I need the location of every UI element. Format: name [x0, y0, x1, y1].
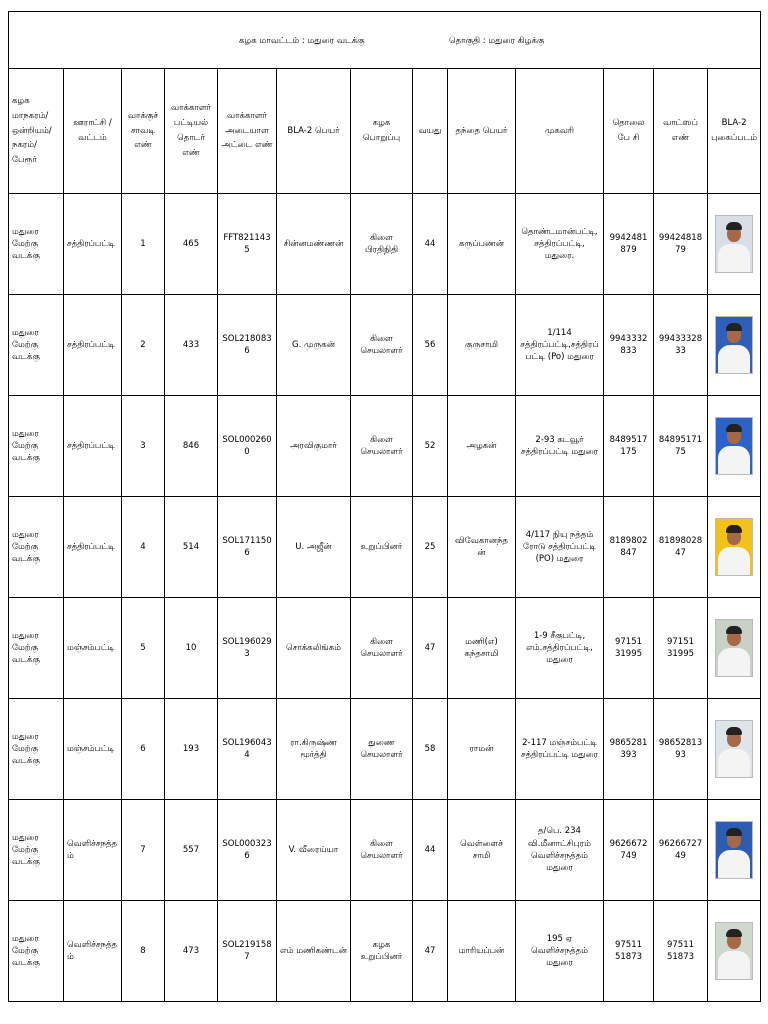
header-post: கழக பொறுப்பு: [351, 69, 413, 194]
member-photo: [715, 417, 753, 475]
cell-serial: 193: [165, 699, 218, 800]
header-epic: வாக்காளர் அடையாள அட்டை எண்: [218, 69, 277, 194]
cell-post: உறுப்பினர்: [351, 497, 413, 598]
constituency-title: தொகுதி : மதுரை கிழக்கு: [449, 36, 545, 46]
cell-phone: 9865281393: [604, 699, 654, 800]
cell-name: G. முருகன்: [277, 295, 351, 396]
title-row: [9, 12, 761, 69]
bla2-sheet: [8, 11, 760, 1002]
member-photo: [715, 922, 753, 980]
cell-name: சொக்கலிங்கம்: [277, 598, 351, 699]
cell-panchayat: சத்திரப்பட்டி: [64, 295, 122, 396]
table-row: [9, 497, 761, 598]
cell-serial: 846: [165, 396, 218, 497]
header-panchayat: ஊராட்சி / வட்டம்: [64, 69, 122, 194]
cell-booth: 3: [122, 396, 165, 497]
cell-post: கிளை பிரதிநிதி: [351, 194, 413, 295]
cell-age: 56: [413, 295, 448, 396]
cell-address: தொண்டமான்பட்டி, சத்திரப்பட்டி, மதுரை.: [516, 194, 604, 295]
cell-address: 4/117 நியு நத்தம் ரோடு சத்திரப்பட்டி (PO) மதுரை: [516, 497, 604, 598]
cell-post: கிளை செயலாளர்: [351, 396, 413, 497]
cell-address: 1/114 சத்திரப்பட்டி,சத்திரப்பட்டி (Po) மதுரை: [516, 295, 604, 396]
table-row: [9, 598, 761, 699]
cell-booth: 6: [122, 699, 165, 800]
header-whatsapp: வாட்ஸப் எண்: [654, 69, 708, 194]
cell-whatsapp: 97151 31995: [654, 598, 708, 699]
cell-epic: SOL0003236: [218, 800, 277, 901]
cell-father: மணி(எ) கந்தசாமி: [448, 598, 516, 699]
member-photo: [715, 821, 753, 879]
header-age: வயது: [413, 69, 448, 194]
cell-name: எம் மணிகண்டன்: [277, 901, 351, 1002]
cell-address: த/பெ. 234 வி.மீனாட்சிபுரம் வெளிச்சநத்தம் மதுரை: [516, 800, 604, 901]
cell-photo: [708, 497, 761, 598]
header-address: முகவரி: [516, 69, 604, 194]
cell-whatsapp: 97511 51873: [654, 901, 708, 1002]
cell-union: மதுரை மேற்கு வடக்கு: [9, 800, 64, 901]
header-phone: தொலைபே சி: [604, 69, 654, 194]
cell-photo: [708, 699, 761, 800]
cell-father: குருசாமி: [448, 295, 516, 396]
cell-father: விவேகானந்தன்: [448, 497, 516, 598]
cell-name: அரவிகுமார்: [277, 396, 351, 497]
cell-post: துணை செயலாளர்: [351, 699, 413, 800]
cell-age: 44: [413, 800, 448, 901]
cell-post: கிளை செயலாளர்: [351, 295, 413, 396]
bla2-table: [8, 11, 761, 1002]
cell-epic: SOL1711506: [218, 497, 277, 598]
header-booth: வாக்குச் சாவடி எண்: [122, 69, 165, 194]
cell-age: 58: [413, 699, 448, 800]
cell-photo: [708, 901, 761, 1002]
cell-age: 52: [413, 396, 448, 497]
cell-address: 2-117 மஞ்சம்பட்டி சத்திரப்பட்டி மதுரை: [516, 699, 604, 800]
member-photo: [715, 518, 753, 576]
table-row: [9, 901, 761, 1002]
header-father: தந்தை பெயர்: [448, 69, 516, 194]
cell-whatsapp: 9865281393: [654, 699, 708, 800]
member-photo: [715, 316, 753, 374]
header-row: [9, 69, 761, 194]
cell-post: கழக உறுப்பினர்: [351, 901, 413, 1002]
cell-address: 195 ஏ வெளிச்சநத்தம் மதுரை: [516, 901, 604, 1002]
cell-panchayat: சத்திரப்பட்டி: [64, 396, 122, 497]
table-row: [9, 800, 761, 901]
cell-age: 25: [413, 497, 448, 598]
cell-whatsapp: 8489517175: [654, 396, 708, 497]
cell-union: மதுரை மேற்கு வடக்கு: [9, 901, 64, 1002]
cell-photo: [708, 800, 761, 901]
cell-epic: SOL1960434: [218, 699, 277, 800]
cell-father: ராமன்: [448, 699, 516, 800]
cell-photo: [708, 396, 761, 497]
header-name: BLA-2 பெயர்: [277, 69, 351, 194]
cell-serial: 10: [165, 598, 218, 699]
cell-union: மதுரை மேற்கு வடக்கு: [9, 699, 64, 800]
cell-photo: [708, 194, 761, 295]
cell-epic: SOL0002600: [218, 396, 277, 497]
cell-whatsapp: 9942481879: [654, 194, 708, 295]
district-title: கழக மாவட்டம் : மதுரை வடக்கு: [239, 36, 365, 46]
cell-phone: 9942481879: [604, 194, 654, 295]
cell-name: V. வீரைய்யா: [277, 800, 351, 901]
cell-name: ரா.கிருஷ்ண மூர்த்தி: [277, 699, 351, 800]
cell-epic: SOL2180836: [218, 295, 277, 396]
cell-epic: SOL2191587: [218, 901, 277, 1002]
cell-photo: [708, 598, 761, 699]
table-row: [9, 396, 761, 497]
member-photo: [715, 215, 753, 273]
cell-name: சின்னமண்ணன்: [277, 194, 351, 295]
cell-father: மாரியப்பன்: [448, 901, 516, 1002]
cell-booth: 7: [122, 800, 165, 901]
cell-panchayat: வெளிச்சநத்தம்: [64, 800, 122, 901]
cell-post: கிளை செயலாளர்: [351, 598, 413, 699]
header-photo: BLA-2 புகைப்படம்: [708, 69, 761, 194]
cell-serial: 557: [165, 800, 218, 901]
cell-union: மதுரை மேற்கு வடக்கு: [9, 194, 64, 295]
cell-age: 44: [413, 194, 448, 295]
cell-serial: 465: [165, 194, 218, 295]
table-row: [9, 194, 761, 295]
cell-phone: 97151 31995: [604, 598, 654, 699]
cell-phone: 8189802847: [604, 497, 654, 598]
cell-booth: 4: [122, 497, 165, 598]
member-photo: [715, 619, 753, 677]
cell-post: கிளை செயலாளர்: [351, 800, 413, 901]
cell-serial: 433: [165, 295, 218, 396]
cell-father: வெள்ளைச் சாமி: [448, 800, 516, 901]
cell-booth: 1: [122, 194, 165, 295]
cell-epic: FFT8211435: [218, 194, 277, 295]
cell-name: U. அஜீன்: [277, 497, 351, 598]
cell-union: மதுரை மேற்கு வடக்கு: [9, 598, 64, 699]
cell-father: கருப்பணன்: [448, 194, 516, 295]
cell-father: அழகன்: [448, 396, 516, 497]
cell-epic: SOL1960293: [218, 598, 277, 699]
cell-age: 47: [413, 901, 448, 1002]
cell-panchayat: வெளிச்சநத்தம்: [64, 901, 122, 1002]
cell-photo: [708, 295, 761, 396]
cell-booth: 5: [122, 598, 165, 699]
cell-serial: 514: [165, 497, 218, 598]
cell-booth: 8: [122, 901, 165, 1002]
member-photo: [715, 720, 753, 778]
cell-whatsapp: 9626672749: [654, 800, 708, 901]
table-row: [9, 699, 761, 800]
cell-address: 2-93 கடவூர் சத்திரப்பட்டி மதுரை: [516, 396, 604, 497]
cell-whatsapp: 9943332833: [654, 295, 708, 396]
cell-age: 47: [413, 598, 448, 699]
cell-panchayat: சத்திரப்பட்டி: [64, 497, 122, 598]
cell-phone: 9626672749: [604, 800, 654, 901]
cell-whatsapp: 8189802847: [654, 497, 708, 598]
cell-panchayat: மஞ்சம்பட்டி: [64, 598, 122, 699]
table-body: [9, 194, 761, 1002]
cell-serial: 473: [165, 901, 218, 1002]
header-serial: வாக்காளர் பட்டியல் தொடர் எண்: [165, 69, 218, 194]
header-union: கழக மாநகரம்/ ஒன்றியம்/ நகரம்/ பேரூர்: [9, 69, 64, 194]
table-row: [9, 295, 761, 396]
cell-address: 1-9 சீகுபட்டி, எம்.சத்திரப்பட்டி, மதுரை: [516, 598, 604, 699]
cell-panchayat: சத்திரப்பட்டி: [64, 194, 122, 295]
cell-union: மதுரை மேற்கு வடக்கு: [9, 396, 64, 497]
cell-phone: 97511 51873: [604, 901, 654, 1002]
cell-phone: 9943332833: [604, 295, 654, 396]
cell-union: மதுரை மேற்கு வடக்கு: [9, 497, 64, 598]
cell-union: மதுரை மேற்கு வடக்கு: [9, 295, 64, 396]
cell-phone: 8489517175: [604, 396, 654, 497]
cell-booth: 2: [122, 295, 165, 396]
cell-panchayat: மஞ்சம்பட்டி: [64, 699, 122, 800]
